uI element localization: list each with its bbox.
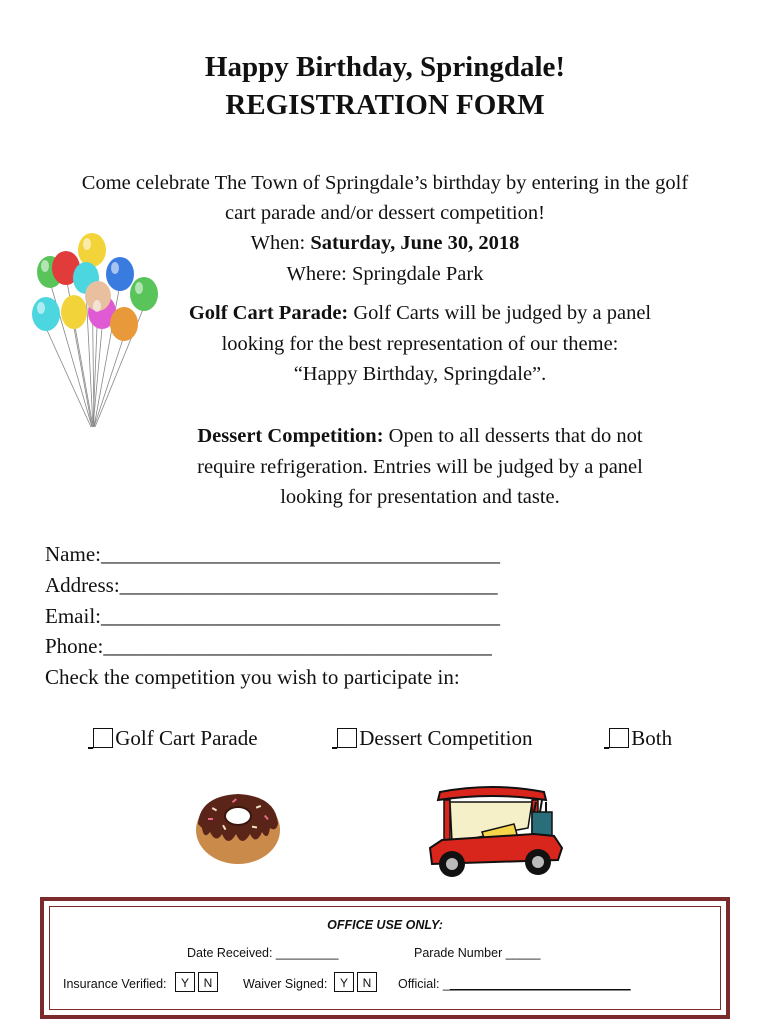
insurance-verified-choice[interactable] [175, 972, 218, 992]
office-use-inner [49, 906, 721, 1010]
waiver-yes-box[interactable]: Y [334, 972, 354, 992]
dessert-label: Dessert Competition: [197, 425, 384, 447]
parade-label: Golf Cart Parade: [188, 302, 349, 324]
when-label: When: [250, 232, 311, 254]
official-field[interactable] [398, 974, 631, 994]
official-line: __________________________ [449, 977, 631, 991]
form-subtitle: REGISTRATION FORM [225, 89, 545, 121]
office-use-box [40, 897, 730, 1019]
golf-cart-checkbox[interactable] [93, 728, 113, 748]
parade-theme: “Happy Birthday, Springdale”. [293, 363, 547, 385]
parade-description-2: looking for the best representation of our theme: [221, 333, 619, 355]
dessert-description-1: Dessert Competition: Open to all desserts that do not [197, 425, 643, 447]
donut-icon [192, 786, 284, 866]
official-label: Official: _ [398, 977, 450, 991]
waiver-signed-choice[interactable] [334, 972, 377, 992]
office-use-title: OFFICE USE ONLY: [327, 918, 443, 932]
waiver-signed-label: Waiver Signed: [243, 977, 328, 991]
form-title: Happy Birthday, Springdale! [204, 51, 566, 83]
waiver-no-box[interactable]: N [357, 972, 377, 992]
address-field[interactable]: Address:____________________________________ [45, 573, 498, 597]
dessert-checkbox[interactable] [337, 728, 357, 748]
dessert-description-3: looking for presentation and taste. [280, 486, 560, 508]
dessert-description-2: require refrigeration. Entries will be judged by a panel [197, 456, 643, 478]
check-prompt: Check the competition you wish to participate in: [45, 665, 460, 689]
when-value: Saturday, June 30, 2018 [310, 232, 520, 254]
option-dessert-competition[interactable]: Dessert Competition [332, 726, 532, 751]
name-field[interactable]: Name:______________________________________ [45, 542, 500, 566]
intro-line-1: Come celebrate The Town of Springdale’s birthday by entering in the golf [81, 172, 689, 194]
email-field[interactable]: Email:______________________________________ [45, 604, 500, 628]
parade-description-1: Golf Cart Parade: Golf Carts will be judged by a panel [188, 302, 652, 324]
date-received-field[interactable]: Date Received: _________ [187, 946, 339, 960]
phone-field[interactable]: Phone:_____________________________________ [45, 634, 492, 658]
event-location: Where: Springdale Park [286, 263, 484, 285]
parade-number-field[interactable]: Parade Number _____ [414, 946, 541, 960]
option-golf-cart-parade[interactable]: Golf Cart Parade [88, 726, 258, 751]
insurance-no-box[interactable]: N [198, 972, 218, 992]
golf-cart-icon [422, 784, 568, 884]
intro-line-2: cart parade and/or dessert competition! [225, 202, 545, 224]
insurance-verified-label: Insurance Verified: [63, 977, 167, 991]
both-checkbox[interactable] [609, 728, 629, 748]
insurance-yes-box[interactable]: Y [175, 972, 195, 992]
option-both[interactable]: Both [604, 726, 672, 751]
balloons-icon [28, 232, 160, 432]
